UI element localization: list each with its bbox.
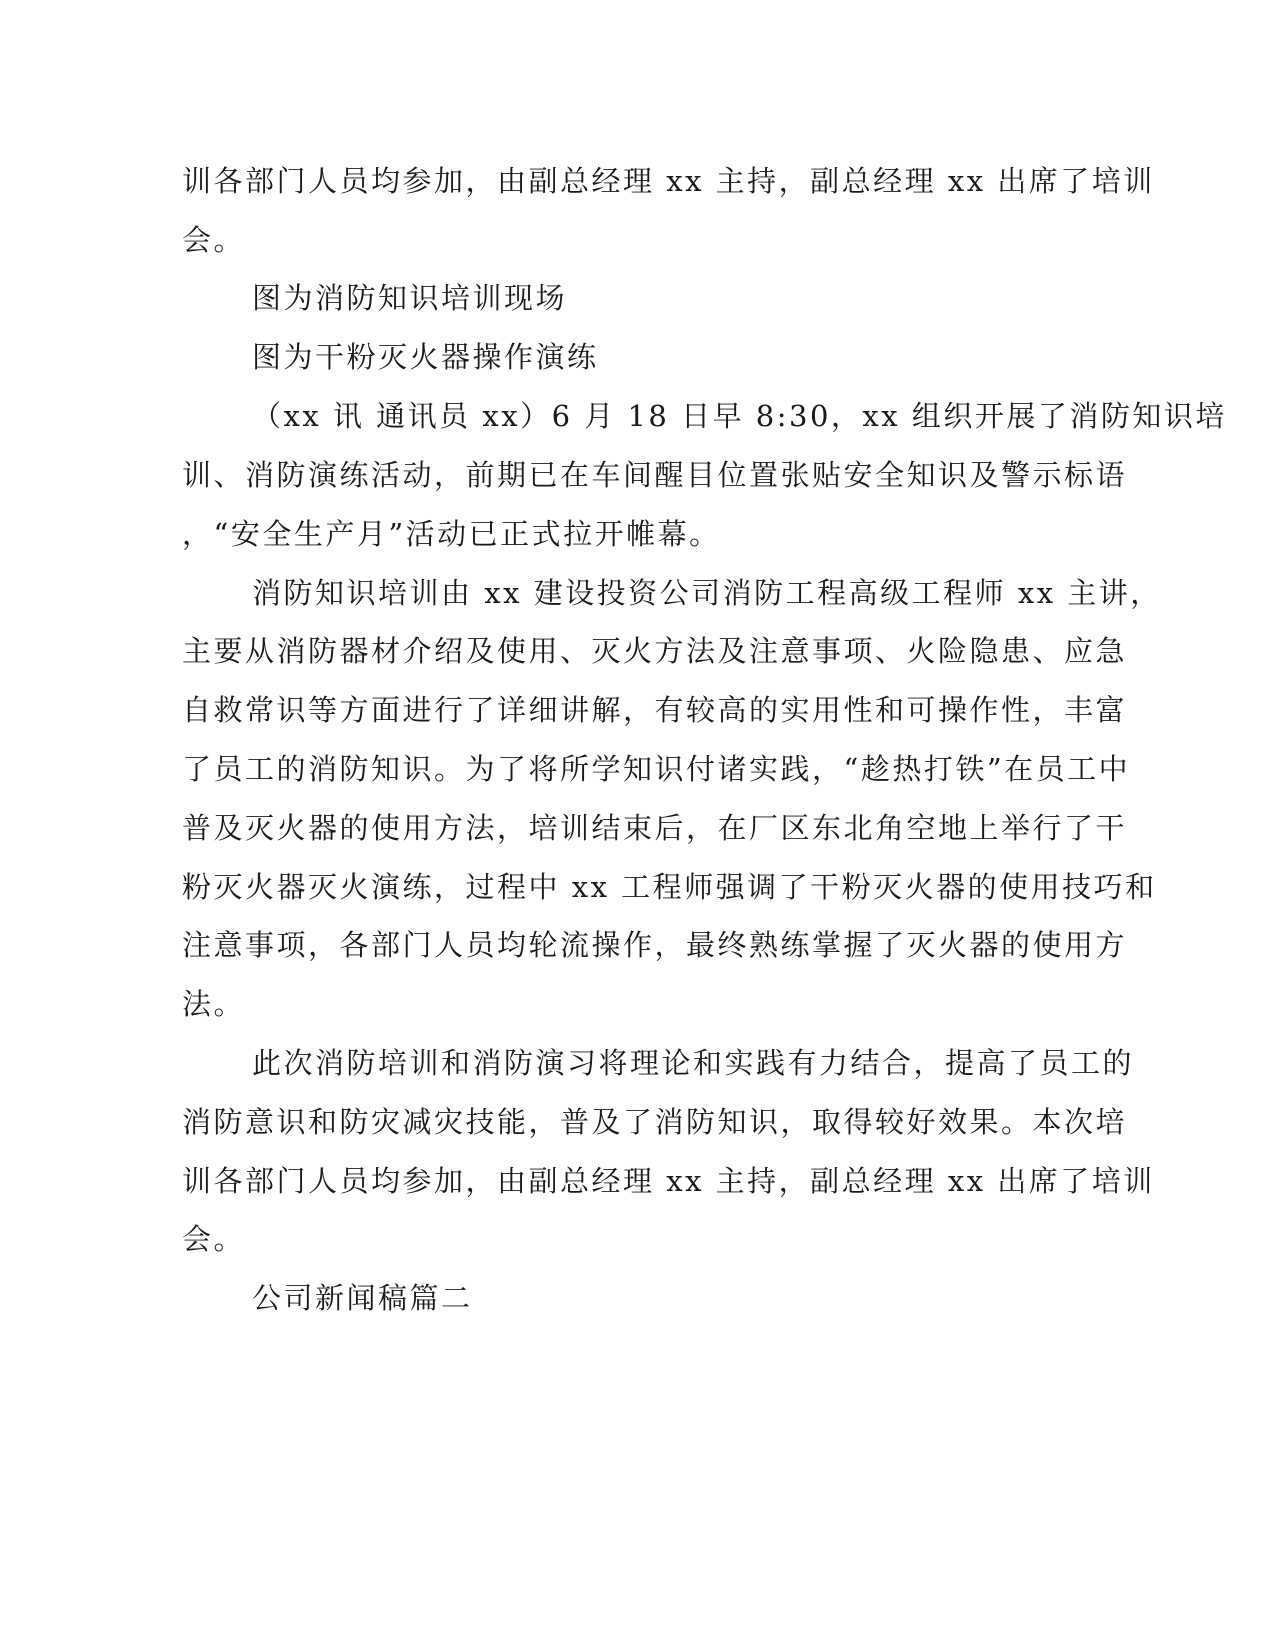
text-line: 训各部门人员均参加，由副总经理 xx 主持，副总经理 xx 出席了培训 — [182, 164, 1155, 198]
text-line: 消防意识和防灾减灾技能，普及了消防知识，取得较好效果。本次培 — [182, 1105, 1128, 1139]
text-line: （xx 讯 通讯员 xx）6 月 18 日早 8:30，xx 组织开展了消防知识培 — [252, 399, 1227, 433]
text-line: 此次消防培训和消防演习将理论和实践有力结合，提高了员工的 — [252, 1046, 1135, 1080]
text-line: 了员工的消防知识。为了将所学知识付诸实践，“趁热打铁”在员工中 — [182, 752, 1131, 786]
text-line: 会。 — [182, 223, 246, 257]
text-line: 粉灭火器灭火演练，过程中 xx 工程师强调了干粉灭火器的使用技巧和 — [182, 870, 1157, 904]
text-line: 普及灭火器的使用方法，培训结束后，在厂区东北角空地上举行了干 — [182, 811, 1128, 845]
text-line: 主要从消防器材介绍及使用、灭火方法及注意事项、火险隐患、应急 — [182, 634, 1128, 668]
text-line: 会。 — [182, 1222, 246, 1256]
text-line: 训、消防演练活动，前期已在车间醒目位置张贴安全知识及警示标语 — [182, 458, 1128, 492]
text-line: 训各部门人员均参加，由副总经理 xx 主持，副总经理 xx 出席了培训 — [182, 1164, 1155, 1198]
figure-caption: 图为干粉灭火器操作演练 — [252, 340, 599, 374]
figure-caption: 图为消防知识培训现场 — [252, 281, 568, 315]
text-line: ，“安全生产月”活动已正式拉开帷幕。 — [182, 517, 721, 551]
text-line: 消防知识培训由 xx 建设投资公司消防工程高级工程师 xx 主讲， — [252, 576, 1162, 610]
text-line: 自救常识等方面进行了详细讲解，有较高的实用性和可操作性，丰富 — [182, 693, 1128, 727]
text-line: 注意事项，各部门人员均轮流操作，最终熟练掌握了灭火器的使用方 — [182, 928, 1128, 962]
text-line: 法。 — [182, 987, 246, 1021]
section-heading: 公司新闻稿篇二 — [252, 1281, 473, 1315]
